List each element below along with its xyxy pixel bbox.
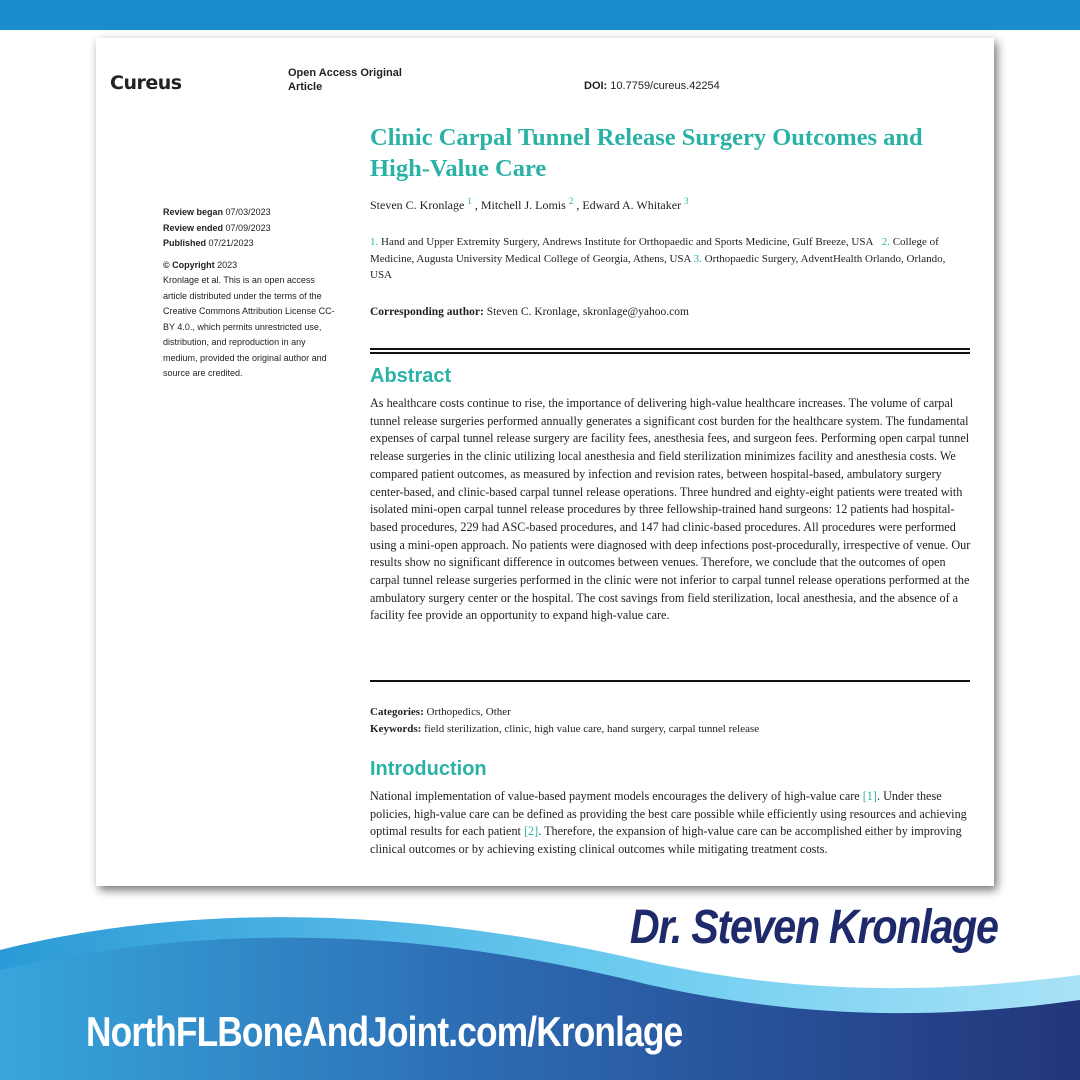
affiliation-number: 3.: [693, 252, 702, 265]
abstract-text: As healthcare costs continue to rise, the importance of delivering high-value healthcare increases. The volume of carpal tunnel release surgeries performed annually generates a significant cost burden for the healthcare system. The fundamental expenses of carpal tunnel release surgery are facility fees, anesthesia fees, and surgeon fees. Performing open carpal tunnel release surgeries in the clinic utilizing local anesthesia and field sterilization minimizes facility and anesthesia costs. We compared patient outcomes, as measured by infection and revision rates, between hospital-based, ambulatory surgery center-based, and clinic-based carpal tunnel release operations. Three hundred and eighty-eight patients were treated with isolated mini-open carpal tunnel release procedures by three fellowship-trained hand surgeons: 12 patients had hospital-based procedures, 229 had ASC-based procedures, and 147 had clinic-based procedures. All procedures were performed using a mini-open approach. No patients were diagnosed with deep infections post-procedurally, irrespective of venue. Our results show no significant difference in outcomes between venues. Therefore, we conclude that the outcomes of open carpal tunnel release surgeries performed in the clinic were not inferior to carpal tunnel release operations performed at the ambulatory surgery center or the hospital. The cost savings from field sterilization, local anesthesia, and the absence of a facility fee provide an opportunity to expand high-value care.: [370, 396, 971, 623]
author-name[interactable]: Steven C. Kronlage: [370, 198, 465, 212]
introduction-text: National implementation of value-based payment models encourages the delivery of high-value care [1]. Under these policies, high-value care can be defined as providing the best care possible while efficiently using resources and achieving optimal results for each patient [2]. Therefore, the expansion of high-value care can be accomplished either by improving clinical outcomes or by achieving existing clinical outcomes while mitigating treatment costs.: [370, 789, 967, 857]
author-affiliation-ref: 2: [568, 196, 574, 206]
published-date: Published 07/21/2023: [163, 238, 254, 248]
author-name[interactable]: Edward A. Whitaker: [582, 198, 682, 212]
paper-page: [96, 38, 994, 886]
affiliations: [370, 234, 970, 284]
categories-line: [370, 704, 970, 721]
affiliation-text: Hand and Upper Extremity Surgery, Andrews Institute for Orthopaedic and Sports Medicine, Gulf Breeze, USA: [381, 236, 874, 248]
doctor-name: Dr. Steven Kronlage: [630, 901, 998, 954]
keywords-label: Keywords:: [370, 723, 422, 735]
review-began: Review began 07/03/2023: [163, 207, 271, 217]
keywords-value: field sterilization, clinic, high value care, hand surgery, carpal tunnel release: [424, 723, 760, 735]
categories-value: Orthopedics, Other: [426, 706, 511, 718]
citation-link[interactable]: [1]: [862, 789, 877, 803]
affiliation-text: College of Medicine, Augusta University Medical College of Georgia, Athens, USA: [370, 236, 939, 265]
affiliation-number: 1.: [370, 236, 379, 248]
article-title: Clinic Carpal Tunnel Release Surgery Outcomes and High-Value Care: [370, 124, 923, 182]
license-text: Kronlage et al. This is an open access article distributed under the terms of the Creative Commons Attribution License CC-BY 4.0., which permits unrestricted use, distribution, and reproduction in any medium, provided the original author and source are credited.: [163, 275, 335, 378]
section-divider: [370, 680, 970, 682]
corresponding-author: [370, 306, 689, 318]
article-sidebar: [163, 205, 341, 382]
section-divider: [370, 348, 970, 354]
categories-label: Categories:: [370, 706, 424, 718]
citation-link[interactable]: [2]: [524, 824, 539, 839]
corresponding-author-label: Corresponding author:: [370, 306, 484, 318]
top-banner-bar: [0, 0, 1080, 30]
affiliation-number: 2.: [881, 236, 890, 248]
affiliation-text: Orthopaedic Surgery, AdventHealth Orlando, Orlando, USA: [370, 252, 946, 281]
doi: [584, 80, 720, 92]
doi-value[interactable]: 10.7759/cureus.42254: [610, 80, 720, 92]
author-affiliation-ref: 1: [467, 196, 472, 206]
categories-keywords: [370, 704, 970, 738]
copyright: © Copyright 2023: [163, 259, 238, 270]
journal-logo: Cureus: [110, 72, 182, 94]
abstract-heading: Abstract: [370, 365, 452, 387]
author-list: Steven C. Kronlage $^1$ , Mitchell J. Lomis $^2$ , Edward A. Whitaker $^3$: [370, 196, 689, 212]
corresponding-author-value[interactable]: Steven C. Kronlage, skronlage@yahoo.com: [486, 306, 689, 318]
doi-label: DOI:: [584, 80, 608, 92]
article-type-label: Open Access Original Article: [288, 67, 402, 93]
introduction-heading: Introduction: [370, 758, 487, 780]
author-affiliation-ref: 3: [684, 196, 689, 206]
review-ended: Review ended 07/09/2023: [163, 222, 271, 233]
website-url[interactable]: NorthFLBoneAndJoint.com/Kronlage: [86, 1008, 683, 1055]
keywords-line: [370, 721, 970, 738]
author-name[interactable]: Mitchell J. Lomis: [480, 198, 566, 212]
